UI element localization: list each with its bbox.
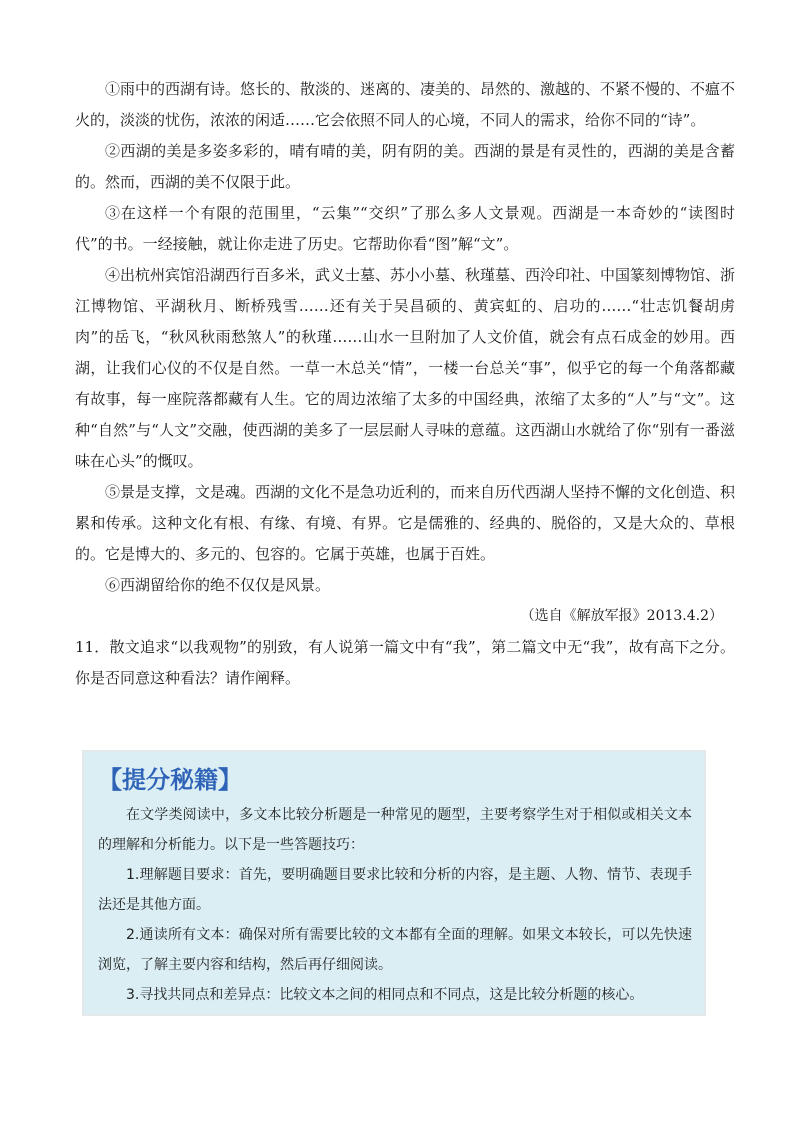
question-11: 11．散文追求“以我观物”的别致，有人说第一篇文中有“我”，第二篇文中无“我”，故有高下之分。你是否同意这种看法？请作阐释。 [75, 638, 735, 687]
tips-box [82, 750, 706, 1016]
tips-item-1: 1.理解题目要求：首先，要明确题目要求比较和分析的内容，是主题、人物、情节、表现手法还是其他方面。 [98, 867, 692, 913]
passage-paragraph-5: ⑤景是支撑，文是魂。西湖的文化不是急功近利的，而来自历代西湖人坚持不懈的文化创造、积累和传承。这种文化有根、有缘、有境、有界。它是儒雅的、经典的、脱俗的，又是大众的、草根的。它是博大的、多元的、包容的。它属于英雄，也属于百姓。 [75, 483, 736, 563]
passage-paragraph-2: ②西湖的美是多姿多彩的，晴有晴的美，阴有阴的美。西湖的景是有灵性的，西湖的美是含蓄的。然而，西湖的美不仅限于此。 [75, 142, 735, 191]
tips-item-2: 2.通读所有文本：确保对所有需要比较的文本都有全面的理解。如果文本较长，可以先快速浏览，了解主要内容和结构，然后再仔细阅读。 [98, 927, 692, 973]
passage-source: （选自《解放军报》2013.4.2） [520, 608, 723, 624]
tips-item-3: 3.寻找共同点和差异点：比较文本之间的相同点和不同点，这是比较分析题的核心。 [126, 987, 644, 1003]
passage [75, 74, 735, 694]
passage-paragraph-4: ④出杭州宾馆沿湖西行百多米，武义士墓、苏小小墓、秋瑾墓、西泠印社、中国篆刻博物馆、浙江博物馆、平湖秋月、断桥残雪……还有关于吴昌硕的、黄宾虹的、启功的……“壮志饥餐胡虏肉”的岳飞，“秋风秋雨愁煞人”的秋瑾……山水一旦附加了人文价值，就会有点石成金的妙用。西湖，让我们心仪的不仅是自然。一草一木总关“情”，一楼一台总关“事”，似乎它的每一个角落都藏有故事，每一座院落都藏有人生。它的周边浓缩了太多的中国经典，浓缩了太多的“人”与“文”。这种“自然”与“人文”交融，使西湖的美多了一层层耐人寻味的意蕴。这西湖山水就给了你“别有一番滋味在心头”的慨叹。 [75, 266, 736, 470]
tips-title: 【提分秘籍】 [98, 766, 242, 794]
passage-paragraph-6: ⑥西湖留给你的绝不仅仅是风景。 [105, 576, 331, 594]
passage-paragraph-1: ①雨中的西湖有诗。悠长的、散淡的、迷离的、凄美的、昂然的、激越的、不紧不慢的、不瘟不火的，淡淡的忧伤，浓浓的闲适……它会依照不同人的心境，不同人的需求，给你不同的“诗”。 [75, 80, 736, 129]
passage-paragraph-3: ③在这样一个有限的范围里，“云集”“交织”了那么多人文景观。西湖是一本奇妙的“读图时代”的书。一经接触，就让你走进了历史。它帮助你看“图”解“文”。 [75, 204, 735, 253]
tips-intro: 在文学类阅读中，多文本比较分析题是一种常见的题型，主要考察学生对于相似或相关文本的理解和分析能力。以下是一些答题技巧： [98, 807, 692, 853]
